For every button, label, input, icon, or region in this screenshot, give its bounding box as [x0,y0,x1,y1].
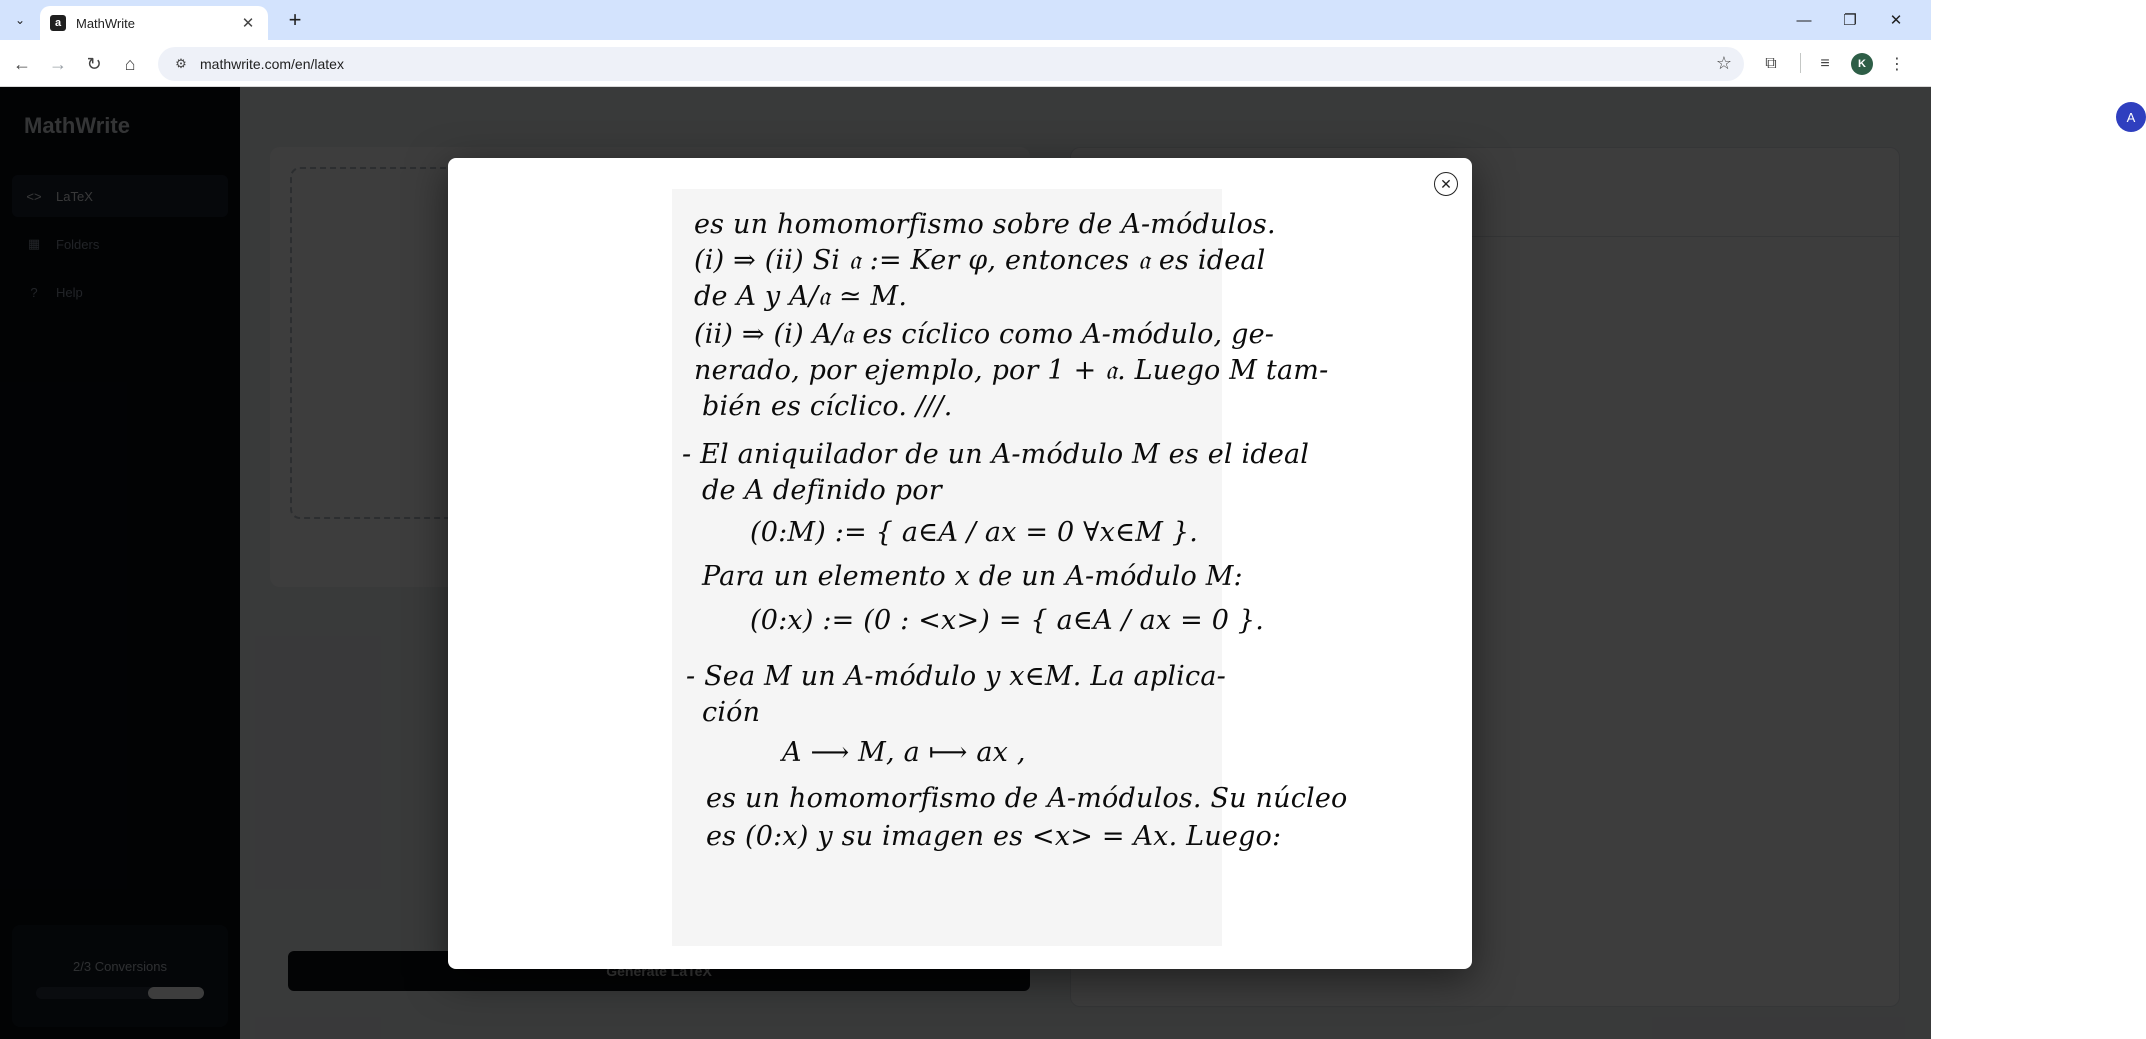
back-arrow-icon[interactable]: ← [13,53,31,74]
window-close-icon[interactable]: ✕ [1889,12,1903,29]
handwritten-line: A ⟶ M, a ⟼ ax , [782,737,1026,768]
url-text: mathwrite.com/en/latex [200,56,344,72]
handwritten-line: - El aniquilador de un A-módulo M es el ideal [682,439,1310,470]
handwritten-line: es un homomorfismo de A-módulos. Su núcleo [706,783,1348,814]
tab-close-icon[interactable]: ✕ [241,15,255,32]
profile-avatar[interactable]: K [1851,53,1873,75]
handwritten-line: (0:M) := { a∈A / ax = 0 ∀x∈M }. [750,517,1199,548]
app-viewport [0,87,2136,1039]
minimize-icon[interactable]: — [1796,11,1812,29]
handwritten-line: (ii) ⇒ (i) A/𝔞 es cíclico como A-módulo, ge- [694,319,1275,350]
bookmark-star-icon[interactable]: ☆ [1715,53,1732,73]
home-icon[interactable]: ⌂ [124,53,136,74]
handwritten-line: Para un elemento x de un A-módulo M: [702,561,1243,592]
extensions-puzzle-icon[interactable]: ⧉ [1765,55,1777,72]
handwritten-line: (i) ⇒ (ii) Si 𝔞 := Ker φ, entonces 𝔞 es ideal [694,245,1266,276]
new-tab-plus-icon[interactable]: + [288,7,302,32]
handwritten-line: - Sea M un A-módulo y x∈M. La aplica- [686,661,1226,692]
handwritten-line: de A y A/𝔞 ≃ M. [694,281,908,312]
restore-icon[interactable]: ❐ [1843,12,1857,29]
handwritten-line: de A definido por [702,475,942,506]
handwritten-note-image [672,189,1348,946]
modal-close-button[interactable]: ✕ [1434,172,1458,196]
reload-icon[interactable]: ↻ [86,53,102,74]
tab-search-chevron-icon[interactable]: ⌄ [14,13,26,27]
toolbar-separator [1800,53,1801,73]
handwritten-line: nerado, por ejemplo, por 1 + 𝔞. Luego M tam- [694,355,1329,386]
handwritten-line: es (0:x) y su imagen es <x> = Ax. Luego: [706,821,1282,852]
handwritten-line: bién es cíclico. ///. [702,391,953,422]
image-preview-modal [448,158,1472,969]
browser-toolbar [0,40,1931,87]
media-control-icon[interactable]: ≡ [1820,55,1830,72]
handwritten-line: ción [702,697,761,728]
browser-menu-icon[interactable]: ⋮ [1889,56,1905,73]
handwritten-line: (0:x) := (0 : <x>) = { a∈A / ax = 0 }. [750,605,1265,636]
browser-tab[interactable] [40,6,268,40]
handwritten-line: es un homomorfismo sobre de A-módulos. [694,209,1276,240]
site-info-icon[interactable]: ⚙ [175,56,187,71]
browser-tabstrip [0,0,1931,40]
favicon-icon: a [50,15,66,31]
forward-arrow-icon[interactable]: → [49,53,67,74]
user-avatar[interactable]: A [2116,102,2146,132]
address-bar[interactable] [158,47,1744,81]
tab-title: MathWrite [76,15,135,31]
